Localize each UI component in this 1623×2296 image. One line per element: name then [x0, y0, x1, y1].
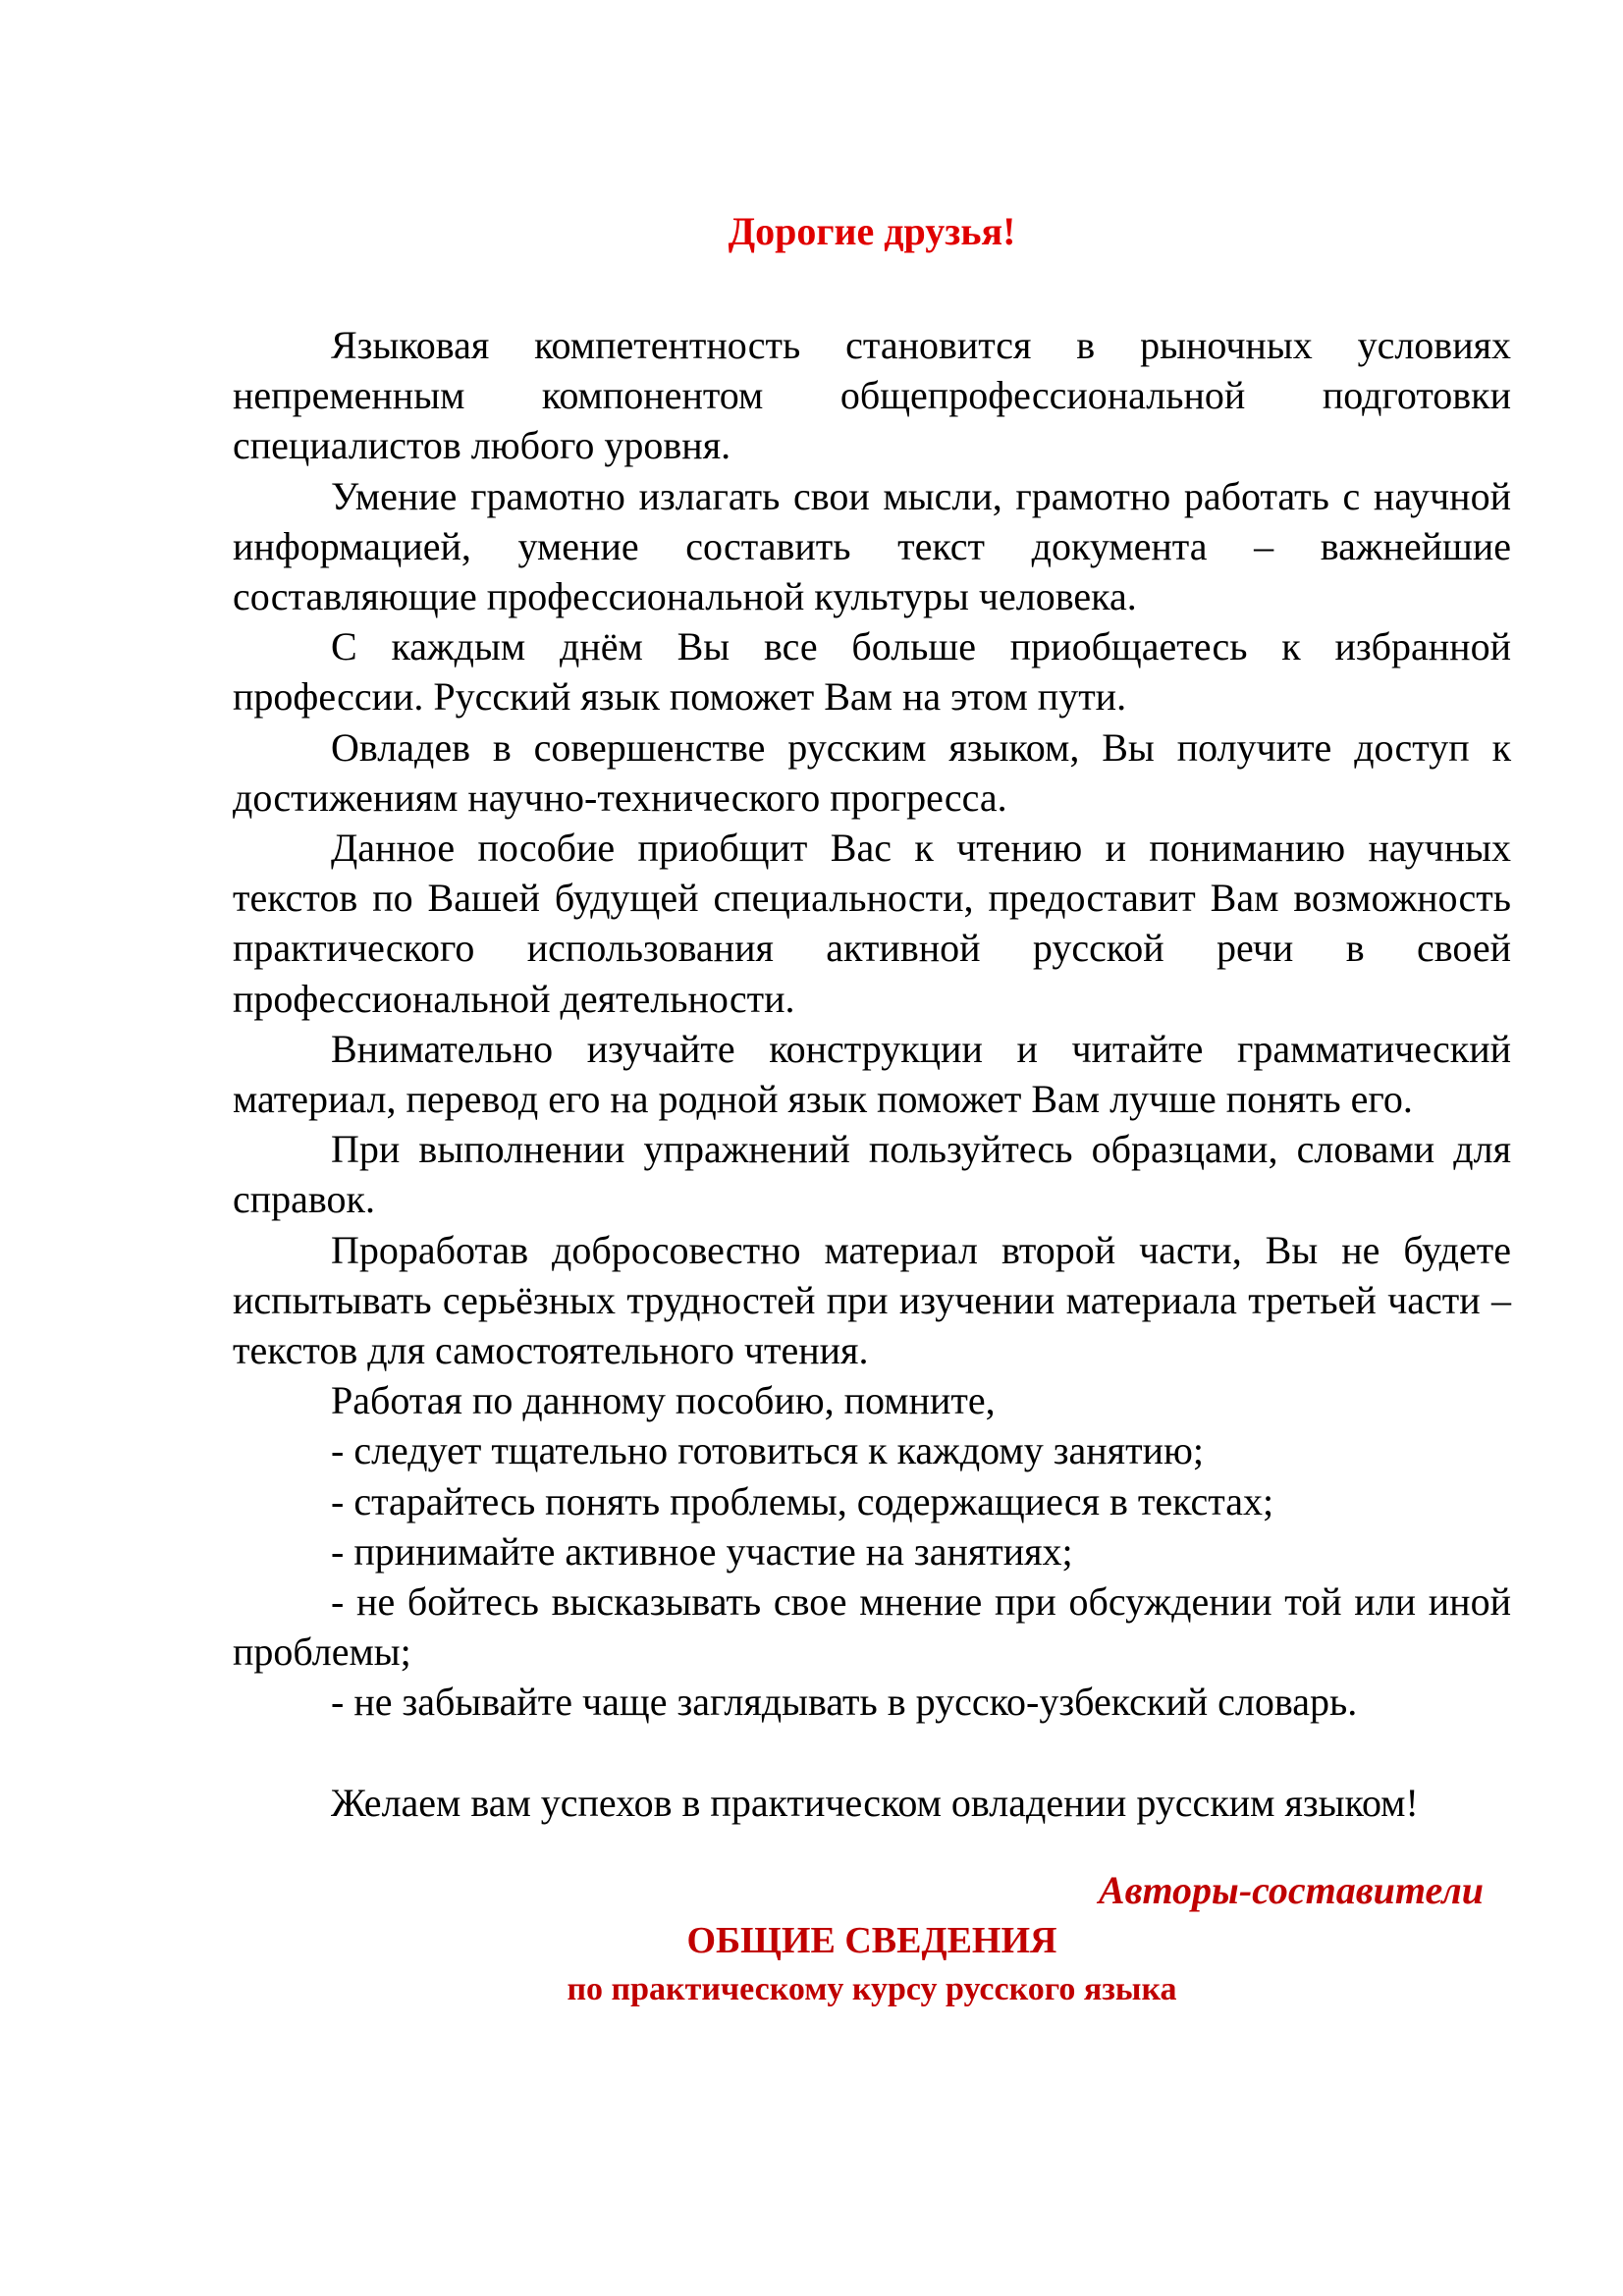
document-page — [233, 206, 1511, 2014]
greeting-heading: Дорогие друзья! — [728, 209, 1016, 253]
advice-list-item: - принимайте активное участие на занятиях; — [331, 1528, 1073, 1574]
spacer — [233, 257, 1511, 320]
authors-signature: Авторы-составители — [1098, 1867, 1484, 1912]
advice-list-item: - не забывайте чаще заглядывать в русско-узбекский словарь. — [331, 1680, 1358, 1725]
section-title-main: ОБЩИЕ СВЕДЕНИЯ — [686, 1919, 1057, 1961]
advice-list-item: - старайтесь понять проблемы, содержащиеся в текстах; — [331, 1478, 1274, 1523]
paragraph: Данное пособие приобщит Вас к чтению и пониманию научных текстов по Вашей будущей специальности, предоставит Вам возможность практического использования активной русской речи в своей профессиональной деятельности. — [233, 826, 1511, 1021]
paragraph: Умение грамотно излагать свои мысли, грамотно работать с научной информацией, умение составить текст документа – важнейшие составляющие профессиональной культуры человека. — [233, 473, 1511, 619]
paragraph: Работая по данному пособию, помните, — [331, 1378, 996, 1423]
paragraph: С каждым днём Вы все больше приобщаетесь к избранной профессии. Русский язык поможет Вам на этом пути. — [233, 624, 1511, 720]
paragraph: Языковая компетентность становится в рыночных условиях непременным компонентом общепрофессиональной подготовки специалистов любого уровня. — [233, 323, 1511, 468]
advice-list-item: - следует тщательно готовиться к каждому занятию; — [331, 1428, 1204, 1473]
advice-list-item: - не бойтесь высказывать свое мнение при обсуждении той или иной проблемы; — [233, 1579, 1511, 1675]
paragraph: Внимательно изучайте конструкции и читайте грамматический материал, перевод его на родной язык поможет Вам лучше понять его. — [233, 1026, 1511, 1122]
section-title — [233, 1916, 1511, 2014]
paragraph: Проработав добросовестно материал второй части, Вы не будете испытывать серьёзных трудностей при изучении материала третьей части – текстов для самостоятельного чтения. — [233, 1227, 1511, 1373]
paragraph: Овладев в совершенстве русским языком, Вы получите доступ к достижениям научно-технического прогресса. — [233, 724, 1511, 820]
spacer — [233, 1728, 1511, 1778]
section-title-subtitle: по практическому курсу русского языка — [567, 1970, 1177, 2007]
spacer — [233, 1828, 1511, 1865]
closing-wish: Желаем вам успехов в практическом овладении русским языком! — [331, 1780, 1419, 1825]
paragraph: При выполнении упражнений пользуйтесь образцами, словами для справок. — [233, 1127, 1511, 1222]
intro-text — [233, 320, 1511, 1828]
